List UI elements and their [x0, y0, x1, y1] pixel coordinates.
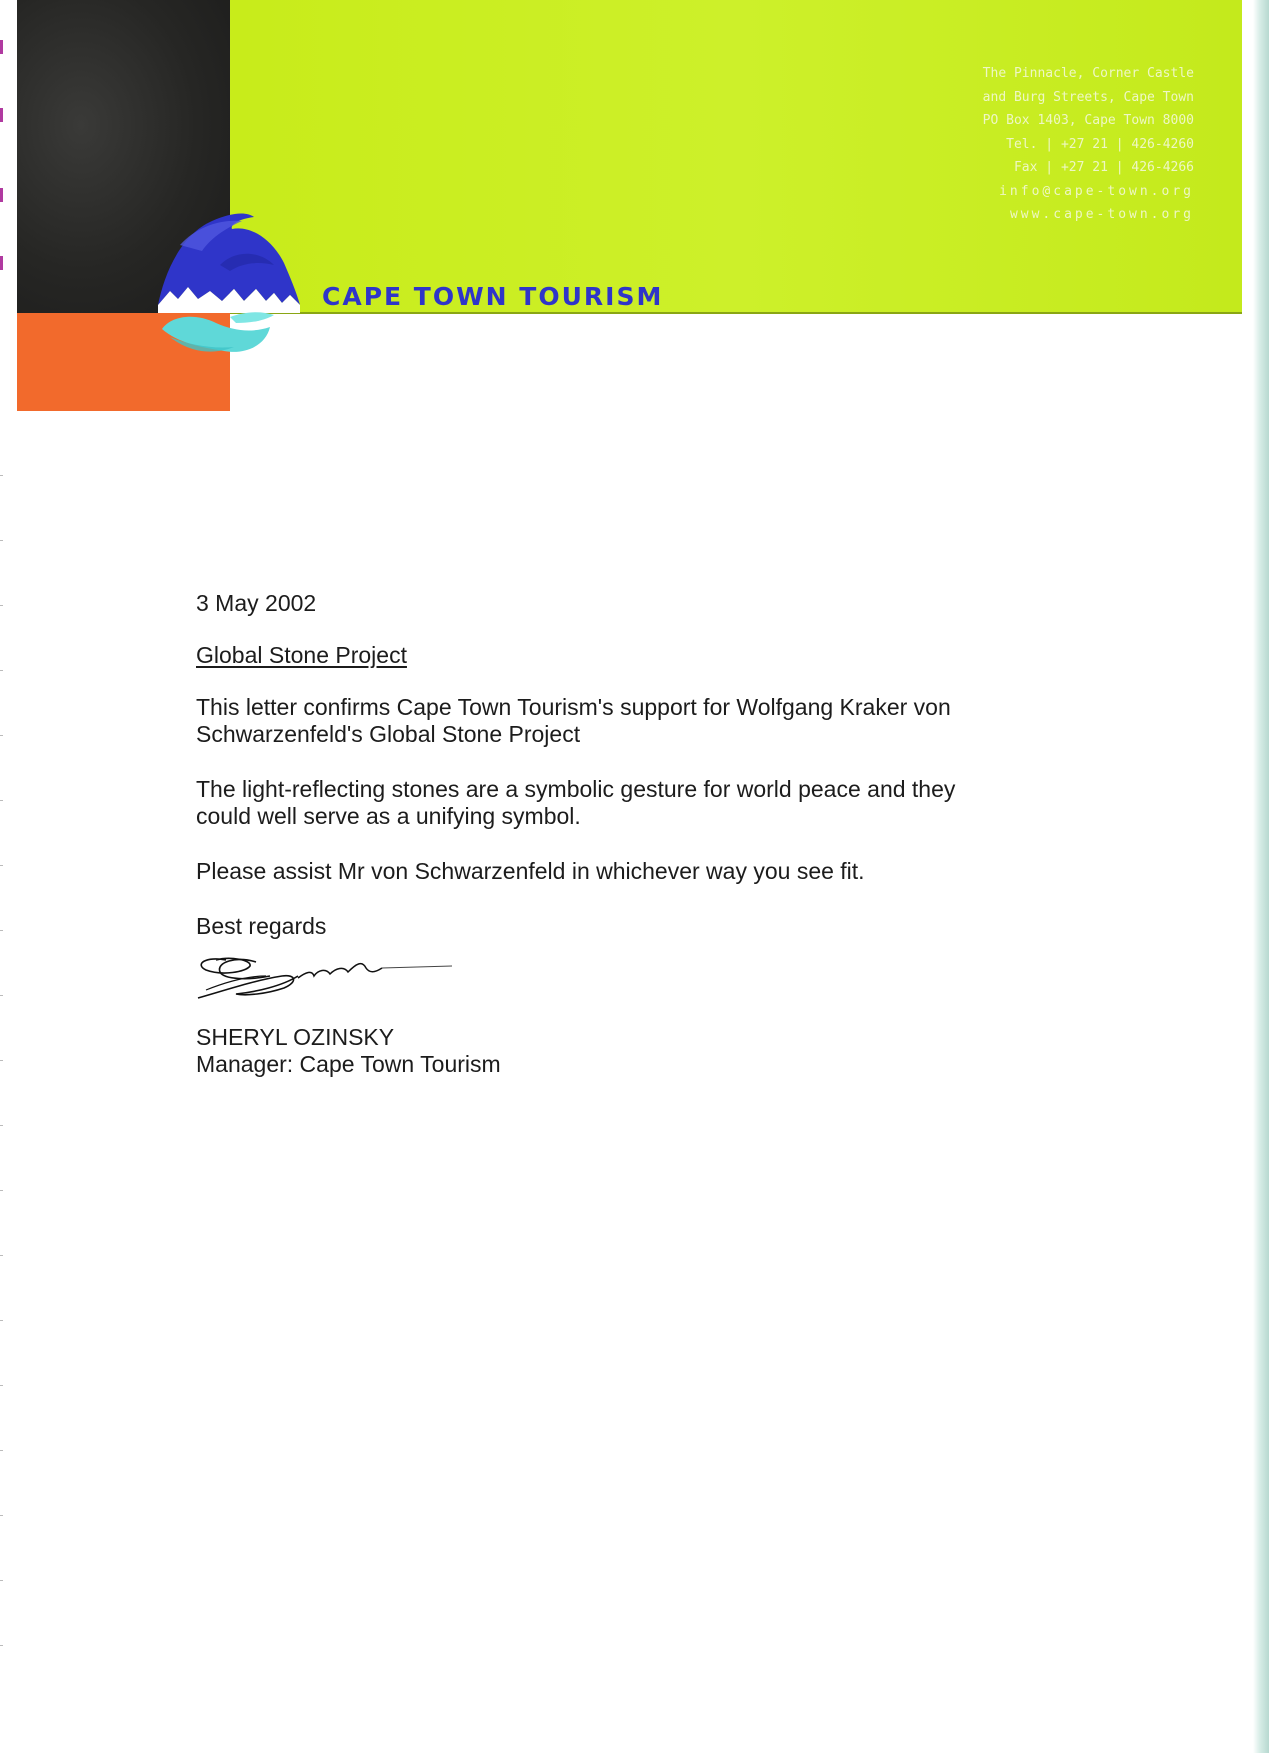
- edge-mark: [0, 40, 3, 54]
- letter-closing: Best regards: [196, 913, 327, 939]
- letter-body: [196, 590, 1076, 1078]
- website-line: www.cape-town.org: [1009, 207, 1194, 222]
- edge-tick: [0, 735, 3, 736]
- edge-mark: [0, 256, 3, 270]
- edge-mark: [0, 108, 3, 122]
- paragraph-line: This letter confirms Cape Town Tourism's support for Wolfgang Kraker von: [196, 694, 951, 720]
- cape-town-tourism-logo-icon: [150, 205, 320, 395]
- edge-tick: [0, 1320, 3, 1321]
- email-line: info@cape-town.org: [999, 183, 1194, 199]
- edge-tick: [0, 1255, 3, 1256]
- signer-name: SHERYL OZINSKY: [196, 1024, 395, 1050]
- brand-name: CAPE TOWN TOURISM: [322, 282, 664, 311]
- letterhead-address: [934, 62, 1194, 227]
- left-edge-marks: [0, 0, 4, 1753]
- edge-tick: [0, 1515, 3, 1516]
- edge-tick: [0, 995, 3, 996]
- signer-title: Manager: Cape Town Tourism: [196, 1051, 501, 1077]
- address-line: and Burg Streets, Cape Town: [982, 89, 1194, 105]
- phone-line: Tel. | +27 21 | 426-4260: [1006, 136, 1194, 152]
- edge-tick: [0, 865, 3, 866]
- edge-tick: [0, 1125, 3, 1126]
- edge-tick: [0, 1385, 3, 1386]
- edge-tick: [0, 540, 3, 541]
- paragraph-line: Schwarzenfeld's Global Stone Project: [196, 721, 581, 747]
- paragraph-line: could well serve as a unifying symbol.: [196, 803, 581, 829]
- address-line: PO Box 1403, Cape Town 8000: [982, 113, 1194, 128]
- letter-paragraph-2: [196, 776, 1076, 830]
- edge-tick: [0, 670, 3, 671]
- letter-subject: Global Stone Project: [196, 642, 407, 668]
- paragraph-line: The light-reflecting stones are a symbolic gesture for world peace and they: [196, 776, 956, 802]
- edge-tick: [0, 1060, 3, 1061]
- letter-date: 3 May 2002: [196, 590, 317, 616]
- handwritten-signature-icon: [186, 946, 456, 1006]
- edge-tick: [0, 800, 3, 801]
- edge-tick: [0, 1580, 3, 1581]
- fax-line: Fax | +27 21 | 426-4266: [1013, 160, 1194, 175]
- edge-tick: [0, 475, 3, 476]
- address-line: The Pinnacle, Corner Castle: [982, 66, 1194, 81]
- edge-tick: [0, 1190, 3, 1191]
- edge-tick: [0, 1450, 3, 1451]
- scan-right-edge: [1253, 0, 1269, 1753]
- edge-tick: [0, 1645, 3, 1646]
- letter-paragraph-3: Please assist Mr von Schwarzenfeld in whichever way you see fit.: [196, 858, 865, 884]
- letterhead-divider: [230, 312, 1242, 314]
- letter-paragraph-1: [196, 694, 1076, 748]
- edge-tick: [0, 605, 3, 606]
- edge-tick: [0, 930, 3, 931]
- edge-mark: [0, 188, 3, 202]
